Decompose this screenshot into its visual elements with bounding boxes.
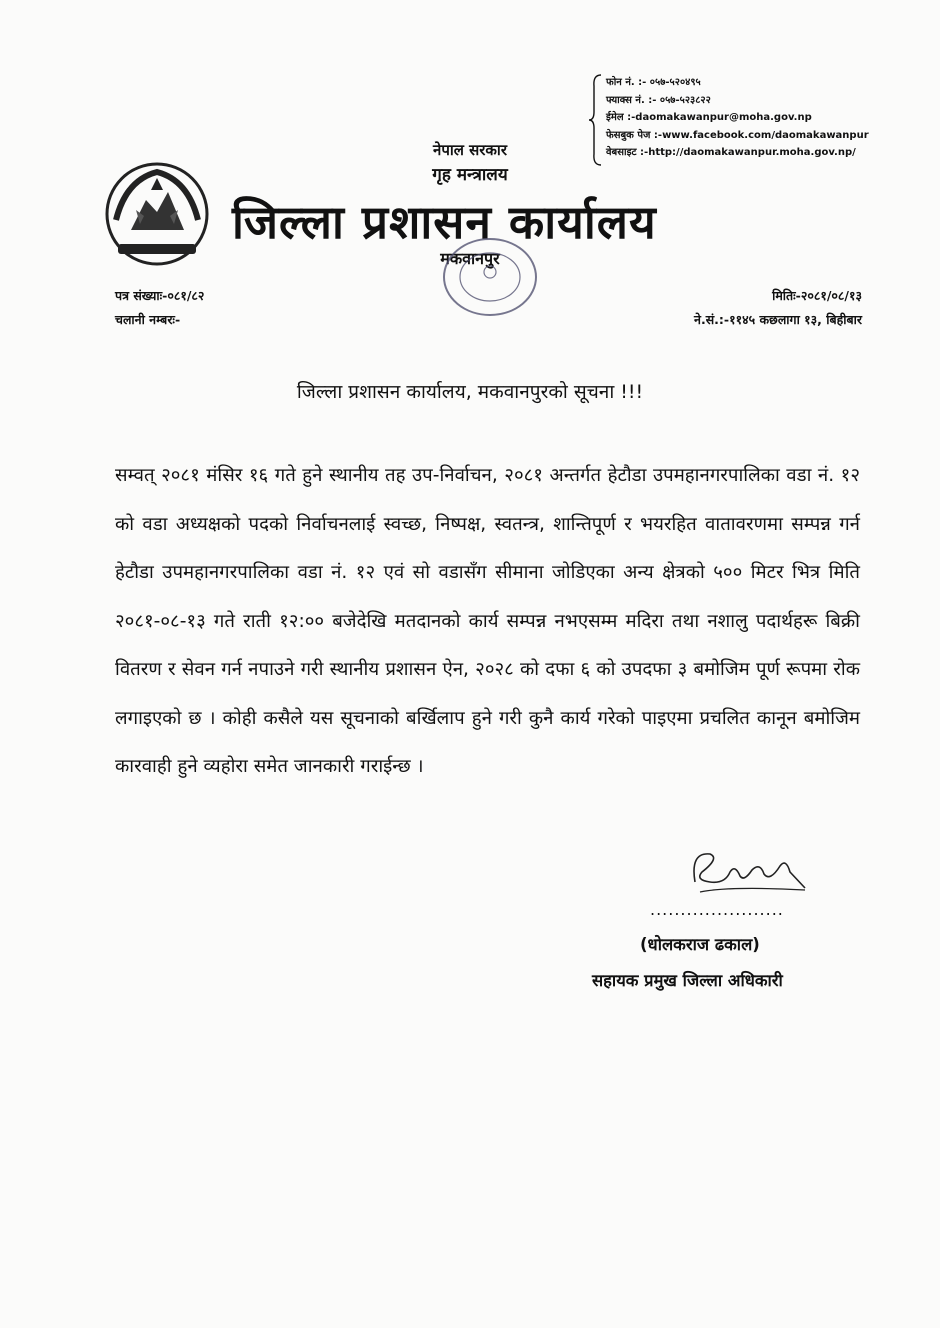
fax-line: फ्याक्स नं. :- ०५७-५२३८२२ [606,94,711,106]
government-name: नेपाल सरकार [433,141,507,159]
reference-right [694,284,862,332]
website-line: वेबसाइट :-http://daomakawanpur.moha.gov.np/ [606,147,856,158]
contact-brace-icon [588,74,602,166]
facebook-line: फेसबुक पेज :-www.facebook.com/daomakawanpur [606,129,869,141]
office-title: जिल्ला प्रशासन कार्यालय [232,195,657,249]
reference-left [115,284,204,332]
nepal-samvat-date: ने.सं.:-११४५ कछलागा १३, बिहीबार [694,312,862,327]
nepal-emblem-icon [96,150,218,272]
signatory-designation: सहायक प्रमुख जिल्ला अधिकारी [592,971,783,990]
district-name: मकवानपुर [440,249,500,268]
phone-line: फोन नं. :- ०५७-५२०४९५ [606,77,701,88]
notice-heading: जिल्ला प्रशासन कार्यालय, मकवानपुरको सूचना !!! [296,381,644,403]
letter-date: मितिः-२०८१/०८/१३ [772,288,862,303]
contact-info [606,74,869,162]
letter-number: पत्र संख्याः-०८१/८२ [115,288,205,303]
signatory-name: (धोलकराज ढकाल) [640,935,760,954]
email-line: ईमेल :-daomakawanpur@moha.gov.np [606,112,812,123]
dispatch-number: चलानी नम्बरः- [115,312,181,327]
signature-line: ...................... [650,900,784,919]
ministry-name: गृह मन्त्रालय [432,165,508,185]
office-stamp-icon [440,232,540,322]
notice-body: सम्वत् २०८१ मंसिर १६ गते हुने स्थानीय तह उप-निर्वाचन, २०८१ अन्तर्गत हेटौडा उपमहानगरपालिका वडा नं. १२ को वडा अध्यक्षको पदको निर्वाचनलाई स्वच्छ, निष्पक्ष, स्वतन्त्र, शान्तिपूर्ण र भयरहित वातावरणमा सम्पन्न गर्न हेटौडा उपमहानगरपालिका वडा नं. १२ एवं सो वडासँग सीमाना जोडिएका अन्य क्षेत्रको ५०० मिटर भित्र मिति २०८१-०८-१३ गते राती १२:०० बजेदेखि मतदानको कार्य सम्पन्न नभएसम्म मदिरा तथा नशालु पदार्थहरू बिक्री वितरण र सेवन गर्न नपाउने गरी स्थानीय प्रशासन ऐन, २०२८ को दफा ६ को उपदफा ३ बमोजिम पूर्ण रूपमा रोक लगाइएको छ । कोही कसैले यस सूचनाको बर्खिलाप हुने गरी कुनै कार्य गरेको पाइएमा प्रचलित कानून बमोजिम कारवाही हुने व्यहोरा समेत जानकारी गराईन्छ । [115,465,860,777]
